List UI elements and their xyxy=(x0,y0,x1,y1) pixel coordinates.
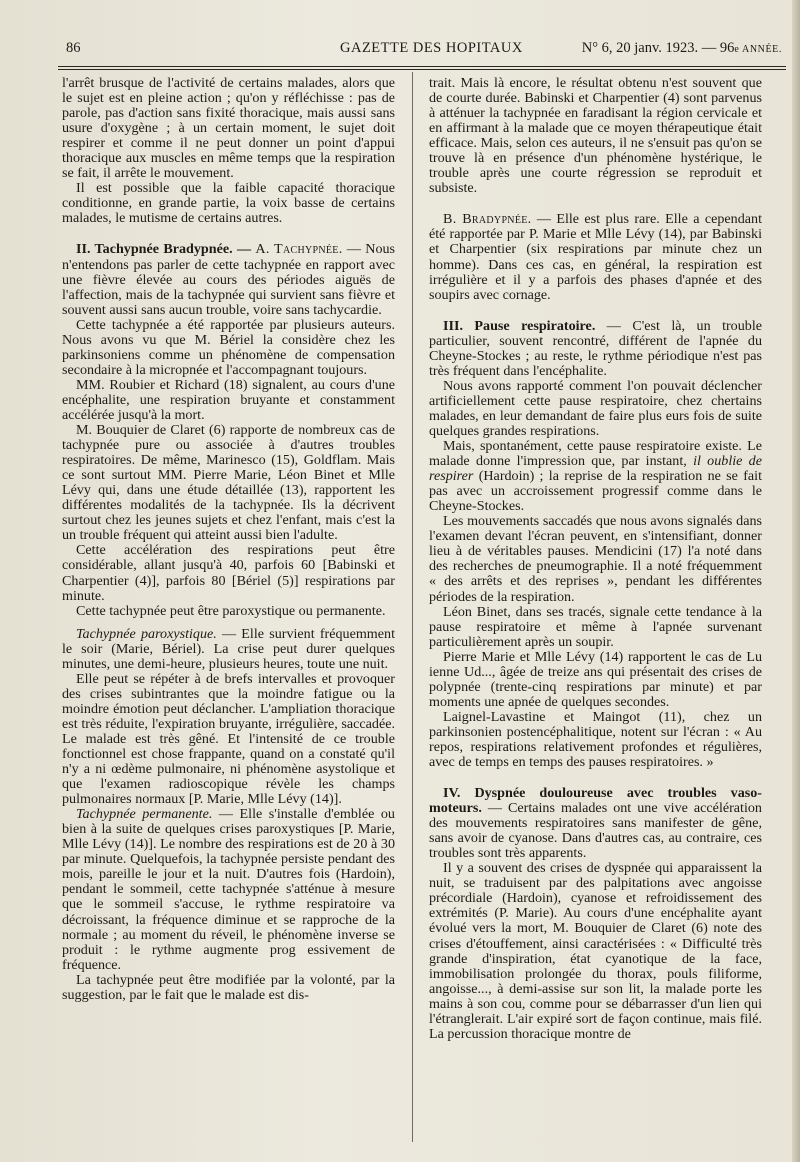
spacer xyxy=(62,226,395,242)
paragraph: Cette accélération des respirations peut être considérable, allant jusqu'à 40, parfois 60 [Babinski et Charpentier (4)], parfois 80 [Bériel (5)] respirations par minute. xyxy=(62,542,395,604)
section-text: — Certains malades ont une vive accélération des mouvements respiratoires sans manifester de gêne, sans avoir de cyanose. Dans d'autres cas, au contraire, ces troubles sont très apparents. xyxy=(429,800,762,862)
issue-info xyxy=(582,40,782,57)
paragraph: Cette tachypnée a été rapportée par plusieurs auteurs. Nous avons vu que M. Bériel la considère chez les parkinsoniens comme un phénomène de compensation secondaire à la micropnée et l'accompagnant toujours. xyxy=(62,316,395,378)
subsection-title: B. Bradypnée. xyxy=(443,211,532,228)
section-text: — Nous n'entendons pas parler de cette tachypnée en rapport avec une fièvre élevée au cours des périodes aiguës de l'affection, mais de la tachypnée qui survient sans fièvre et souvent aussi sans aucun trouble, voire sans tachycardie. xyxy=(62,241,396,318)
paragraph-text: — Elle s'installe d'emblée ou bien à la suite de quelques crises paroxystiques [P. Marie, Mlle Lévy (14)]. Le nombre des respirations est de 20 à 30 par minute. Quelquefois, la tachypnée persiste pendant des mois, pareille le jour et la nuit. D'autres fois (Hardoin), pendant le sommeil, cette tachypnée s'atténue à mesure que le sommeil s'accuse, le rythme respiratoire va décroissant, la fréquence diminue et se rapproche de la normale ; au moment du réveil, le phénomène inverse se produit : le rythme augmente prog essivement de fréquence. xyxy=(62,806,395,973)
page-number: 86 xyxy=(66,40,81,56)
paragraph: Nous avons rapporté comment l'on pouvait déclencher artificiellement cette pause respiratoire, chez chertains malades, en leur demandant de faire plus eurs fois de suite quelques grandes respirations. xyxy=(429,377,762,439)
paragraph-oublie xyxy=(429,439,762,514)
header-rule-second xyxy=(58,69,786,70)
issue-main: N° 6, 20 janv. 1923. — 96 xyxy=(581,40,735,56)
paragraph-text: — Elle est plus rare. Elle a cependant été rapportée par P. Marie et Mlle Lévy (14), par Babinski et Charpentier (six respirations par minute chez un homme). Dans ces cas, en général, la respiration est irrégulière et il y a parfois des phases d'apnée et des soupirs avec cornage. xyxy=(429,211,762,303)
italic-phrase: il oublie de respirer xyxy=(429,453,762,485)
paragraph: Cette tachypnée peut être paroxystique ou permanente. xyxy=(76,602,386,619)
spacer xyxy=(429,303,762,319)
paragraph: Pierre Marie et Mlle Lévy (14) rapportent le cas de Lu ienne Ud..., âgée de treize ans qui présentait des crises de polypnée (trente-cinq respirations par minute) et par moments une apnée de quelques secondes. xyxy=(429,648,762,710)
paragraph: Léon Binet, dans ses tracés, signale cette tendance à la pause respiratoire et même à l'apnée survenant particulièrement après un soupir. xyxy=(429,603,762,650)
subsection-title: A. Tachypnée. xyxy=(255,241,343,258)
header-rule xyxy=(58,66,786,67)
section-heading-dyspnee xyxy=(429,786,762,861)
paragraph: l'arrêt brusque de l'activité de certains malades, alors que le sujet est en pleine action ; qu'on y réfléchisse : pas de parole, pas d'action sans fixité thoracique, mais aussi sans usure d'oxygène ; à un certain moment, le sujet doit respirer et comme il ne peut donner un point d'appui thoracique aux muscles en même temps que la respiration se fait, il arrête le mouvement. xyxy=(62,75,395,182)
paragraph-bradypnee xyxy=(429,212,762,302)
journal-title: GAZETTE DES HOPITAUX xyxy=(340,40,523,56)
paragraph-text: Mais, spontanément, cette pause respiratoire existe. Le malade donne l'impression que, par instant, xyxy=(429,438,762,470)
paragraph-text: — Elle survient fréquemment le soir (Marie, Bériel). La crise peut durer quelques minutes, une demi-heure, plusieurs heures, toute une nuit. xyxy=(62,625,395,672)
page-edge xyxy=(792,0,800,1162)
paragraph: Laignel-Lavastine et Maingot (11), chez un parkinsonien postencéphalitique, notent sur l'écran : « Au repos, respirations relativement profondes et régulières, avec de temps en temps des pauses respiratoires. » xyxy=(429,708,762,771)
paragraph-text: (Hardoin) ; la reprise de la respiration ne se fait pas avec un accroissement progressif comme dans le Cheyne-Stockes. xyxy=(429,468,762,515)
italic-label: Tachypnée permanente. xyxy=(76,806,213,823)
paragraph: Elle peut se répéter à de brefs intervalles et provoquer des crises subintrantes que la moindre fatigue ou la moindre émotion peut déclancher. L'ampliation thoracique est très réduite, l'expiration bruyante, irrégulière, saccadée. Le malade est très gêné. Et l'intensité de ce trouble fonctionnel est chose frappante, quand on a constaté qu'il n'y a ni œdème pulmonaire, ni phénomène asystolique et que l'examen radioscopique révèle les champs pulmonaires normaux [P. Marie, Mlle Lévy (14)]. xyxy=(62,670,395,808)
left-column xyxy=(62,76,395,1003)
column-divider xyxy=(412,72,413,1142)
paragraph-paroxystique xyxy=(62,627,395,672)
issue-suffix: e ANNÉE. xyxy=(734,44,782,55)
section-title: III. Pause respiratoire. xyxy=(443,317,596,334)
section-title: II. Tachypnée Bradypnée. — xyxy=(76,241,252,258)
right-column xyxy=(429,76,762,1042)
running-header xyxy=(58,40,788,62)
section-text: — C'est là, un trouble particulier, souvent rencontré, différent de l'apnée du Cheyne-Stockes ; au reste, le rythme périodique n'est pas très fréquent dans l'encéphalite. xyxy=(429,317,762,379)
paragraph: Il y a souvent des crises de dyspnée qui apparaissent la nuit, se traduisent par des palpitations avec angoisse précordiale (Hardoin), cyanose et refroidissement des extrémités (P. Marie). Au cours d'une encéphalite ayant évolué vers la mort, M. Bouquier de Claret (6) note des crises d'étouffement, ainsi caractérisées : « Difficulté très grande d'inspiration, état cyanotique de la face, immobilisation prolongée du thorax, pouls filiforme, angoisse..., à demi-assise sur son lit, la malade porte les mains à son cou, comme pour se débarrasser d'un lien qui l'étranglerait. L'air expiré sort de façon continue, mais filé. La percussion thoracique montre de xyxy=(429,860,762,1042)
spacer xyxy=(429,770,762,786)
paragraph: Il est possible que la faible capacité thoracique conditionne, en grande partie, la voix basse de certains malades, le mutisme de certains autres. xyxy=(62,180,395,227)
paragraph: MM. Roubier et Richard (18) signalent, au cours d'une encéphalite, une respiration bruyante et constamment accélérée jusqu'à la mort. xyxy=(62,376,395,423)
section-heading-pause xyxy=(429,319,762,379)
spacer xyxy=(429,196,762,212)
section-title: IV. Dyspnée douloureuse avec troubles vaso-moteurs. xyxy=(429,785,762,817)
paragraph: Les mouvements saccadés que nous avons signalés dans l'examen devant l'écran peuvent, en s'intensifiant, donner lieu à de véritables pauses. Mendicini (17) l'a noté dans des recherches de pneumographie. Il a noté fréquemment « des arrêts et des reprises », pendant les différentes périodes de la respiration. xyxy=(429,513,762,605)
paragraph: M. Bouquier de Claret (6) rapporte de nombreux cas de tachypnée pure ou associée à d'autres troubles respiratoires. De même, Marinesco (15), Goldflam. Mais ce sont surtout MM. Pierre Marie, Léon Binet et Mlle Lévy qui, dans une étude détaillée (13), rapportent les différentes modalités de la tachypnée. Ils la décrivent surtout chez les jeunes sujets et chez l'enfant, mais c'est la un trouble fréquent qui atteint aussi bien l'adulte. xyxy=(62,422,395,544)
italic-label: Tachypnée paroxystique. xyxy=(76,625,217,642)
paragraph: trait. Mais là encore, le résultat obtenu n'est souvent que de courte durée. Babinski et Charpentier (4) sont parvenus à atténuer la tachypnée en faradisant la région cervicale et en affirmant à la malade que ce moyen thérapeutique était efficace. Mais, selon ces auteurs, il ne s'ensuit pas qu'on se trouve là en présence d'un phénomène hystérique, le trouble après une courte régression se reproduit et subsiste. xyxy=(429,75,762,197)
section-heading-tachypnee xyxy=(62,242,395,317)
paragraph: La tachypnée peut être modifiée par la volonté, par la suggestion, par le fait que le malade est dis- xyxy=(62,971,395,1003)
paragraph-permanente xyxy=(62,807,395,973)
